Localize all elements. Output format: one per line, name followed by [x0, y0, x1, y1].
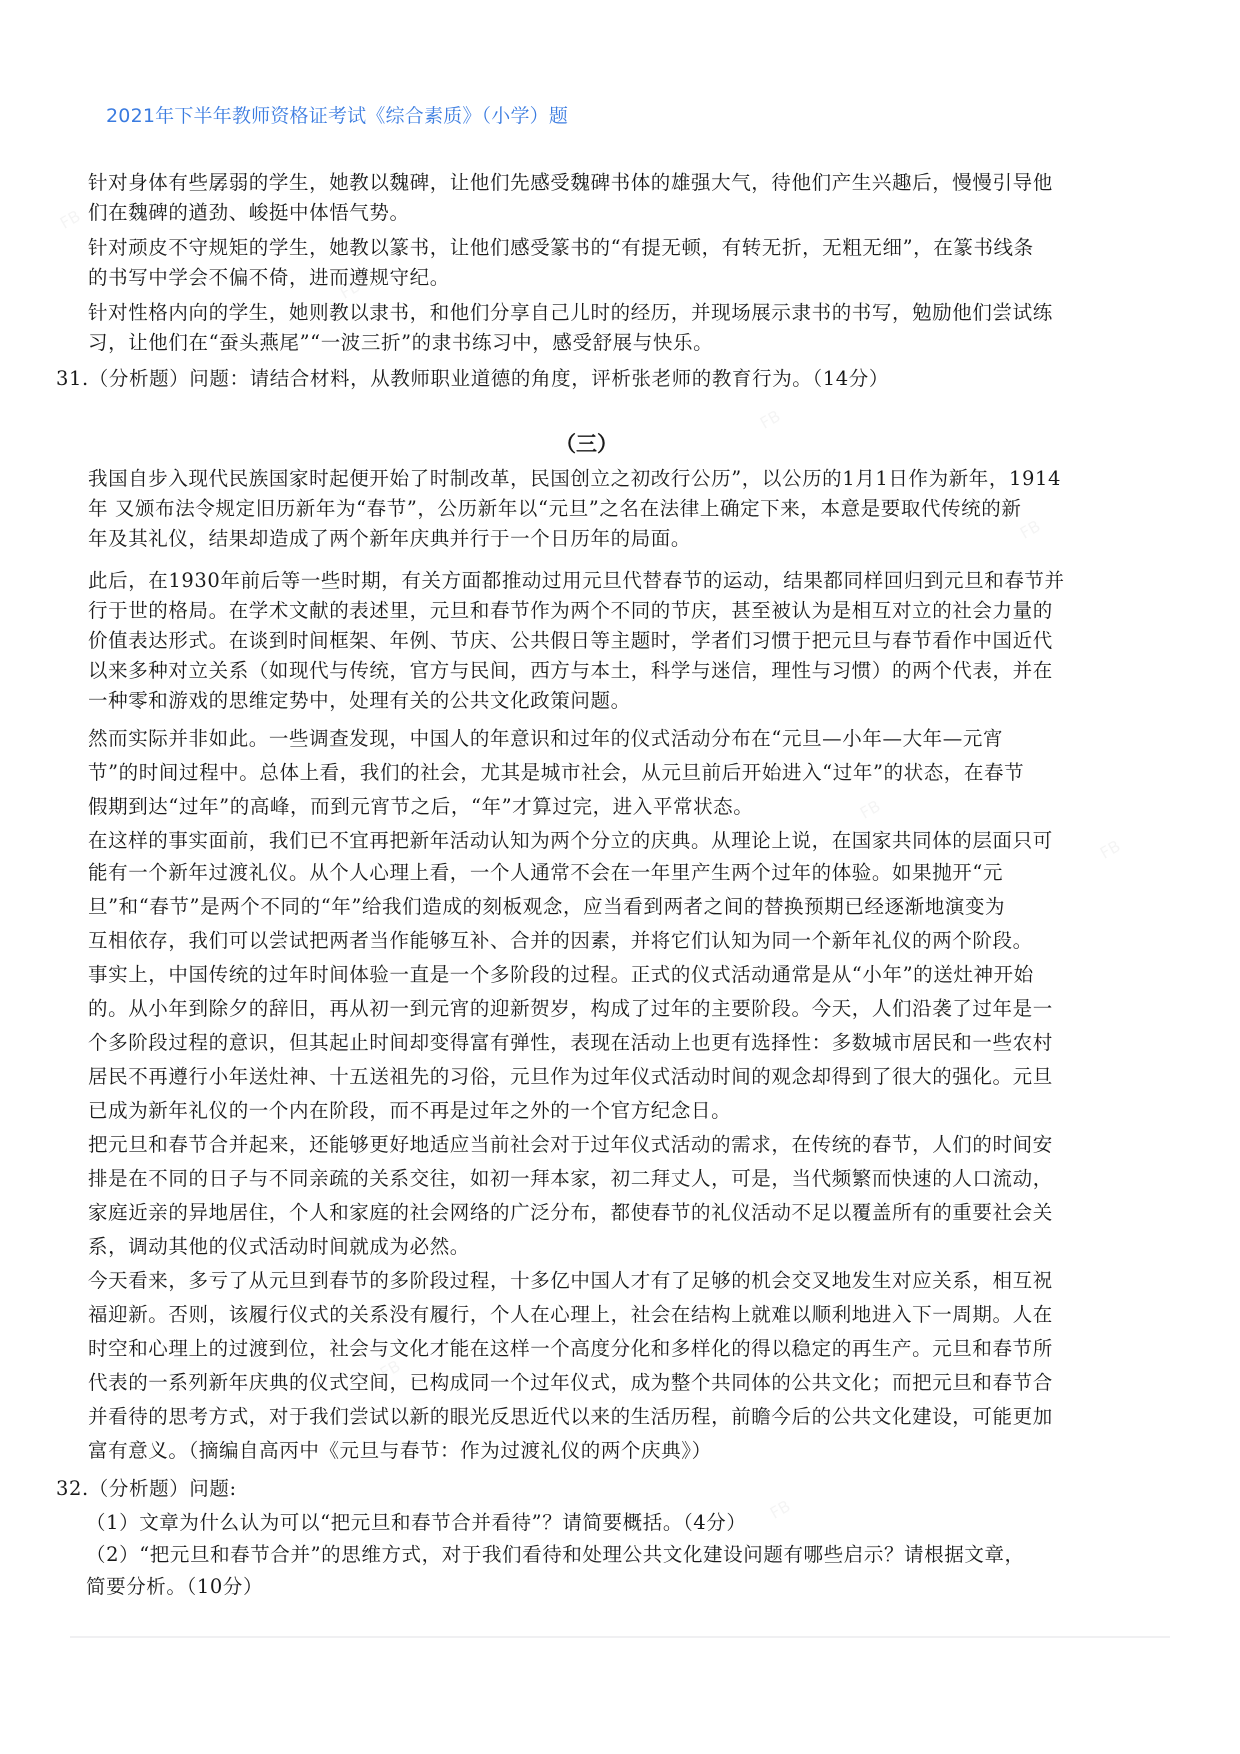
- paragraph-line: 排是在不同的日子与不同亲疏的关系交往，如初一拜本家，初二拜丈人，可是，当代频繁而快速的人口流动，: [88, 1167, 1053, 1190]
- paragraph-line: 价值表达形式。在谈到时间框架、年例、节庆、公共假日等主题时，学者们习惯于把元旦与春节看作中国近代: [88, 629, 1053, 652]
- paragraph-line: 系，调动其他的仪式活动时间就成为必然。: [88, 1235, 470, 1258]
- paragraph-line: 已成为新年礼仪的一个内在阶段，而不再是过年之外的一个官方纪念日。: [88, 1099, 732, 1122]
- paragraph-line: 假期到达“过年”的高峰，而到元宵节之后，“年”才算过完，进入平常状态。: [88, 795, 754, 818]
- paragraph-line: 今天看来，多亏了从元旦到春节的多阶段过程，十多亿中国人才有了足够的机会交叉地发生对应关系，相互祝: [88, 1269, 1053, 1292]
- paragraph-line: 在这样的事实面前，我们已不宜再把新年活动认知为两个分立的庆典。从理论上说，在国家共同体的层面只可: [88, 829, 1053, 852]
- paragraph-line: 能有一个新年过渡礼仪。从个人心理上看，一个人通常不会在一年里产生两个过年的体验。如果抛开“元: [88, 861, 1004, 884]
- paragraph-line: 以来多种对立关系（如现代与传统，官方与民间，西方与本土，科学与迷信，理性与习惯）的两个代表，并在: [88, 659, 1053, 682]
- document-header-title: 2021年下半年教师资格证考试《综合素质》（小学）题: [106, 105, 569, 127]
- question-32-part-2-cont: 简要分析。（10分）: [86, 1575, 264, 1598]
- paragraph-line: 居民不再遵行小年送灶神、十五送祖先的习俗，元旦作为过年仪式活动时间的观念却得到了很大的强化。元旦: [88, 1065, 1053, 1088]
- paragraph-line: 节”的时间过程中。总体上看，我们的社会，尤其是城市社会，从元旦前后开始进入“过年”的状态，在春节: [88, 761, 1025, 784]
- paragraph-line: 然而实际并非如此。一些调查发现，中国人的年意识和过年的仪式活动分布在“元旦—小年—大年—元宵: [88, 727, 1004, 750]
- paragraph-line: 代表的一系列新年庆典的仪式空间，已构成同一个过年仪式，成为整个共同体的公共文化；而把元旦和春节合: [88, 1371, 1053, 1394]
- paragraph-line: 针对顽皮不守规矩的学生，她教以篆书，让他们感受篆书的“有提无顿，有转无折，无粗无细”，在篆书线条: [88, 236, 1034, 259]
- paragraph-line: 行于世的格局。在学术文献的表述里，元旦和春节作为两个不同的节庆，甚至被认为是相互对立的社会力量的: [88, 599, 1053, 622]
- paragraph-line: 此后，在1930年前后等一些时期，有关方面都推动过用元旦代替春节的运动，结果都同样回归到元旦和春节并: [88, 569, 1065, 592]
- watermark-icon: [1097, 836, 1124, 863]
- paragraph-line: 的书写中学会不偏不倚，进而遵规守纪。: [88, 266, 450, 289]
- question-32-stem: 32.（分析题）问题:: [56, 1477, 237, 1500]
- question-31: 31.（分析题）问题：请结合材料，从教师职业道德的角度，评析张老师的教育行为。（14分）: [56, 367, 889, 390]
- paragraph-line: 们在魏碑的遒劲、峻挺中体悟气势。: [88, 201, 410, 224]
- watermark-icon: [757, 406, 784, 433]
- paragraph-line: 年及其礼仪，结果却造成了两个新年庆典并行于一个日历年的局面。: [88, 527, 692, 550]
- paragraph-line: 针对身体有些孱弱的学生，她教以魏碑，让他们先感受魏碑书体的雄强大气，待他们产生兴趣后，慢慢引导他: [88, 171, 1053, 194]
- paragraph-line: 互相依存，我们可以尝试把两者当作能够互补、合并的因素，并将它们认知为同一个新年礼仪的两个阶段。: [88, 929, 1033, 952]
- section-three-heading: （三）: [555, 431, 618, 456]
- watermark-icon: [57, 206, 84, 233]
- footer-divider: [70, 1636, 1170, 1638]
- paragraph-line: 旦”和“春节”是两个不同的“年”给我们造成的刻板观念，应当看到两者之间的替换预期已经逐渐地演变为: [88, 895, 1006, 918]
- paragraph-line: 福迎新。否则，该履行仪式的关系没有履行，个人在心理上，社会在结构上就难以顺利地进入下一周期。人在: [88, 1303, 1053, 1326]
- watermark-icon: [767, 1496, 794, 1523]
- paragraph-line: 富有意义。（摘编自高丙中《元旦与春节：作为过渡礼仪的两个庆典》）: [88, 1439, 712, 1462]
- paragraph-line: 事实上，中国传统的过年时间体验一直是一个多阶段的过程。正式的仪式活动通常是从“小年”的送灶神开始: [88, 963, 1034, 986]
- paragraph-line: 的。从小年到除夕的辞旧，再从初一到元宵的迎新贺岁，构成了过年的主要阶段。今天，人们沿袭了过年是一: [88, 997, 1053, 1020]
- paragraph-line: 个多阶段过程的意识，但其起止时间却变得富有弹性，表现在活动上也更有选择性：多数城市居民和一些农村: [88, 1031, 1053, 1054]
- paragraph-line: 我国自步入现代民族国家时起便开始了时制改革，民国创立之初改行公历”，以公历的1月1日作为新年，1914: [88, 467, 1062, 490]
- paragraph-line: 时空和心理上的过渡到位，社会与文化才能在这样一个高度分化和多样化的得以稳定的再生产。元旦和春节所: [88, 1337, 1053, 1360]
- paragraph-line: 习，让他们在“蚕头燕尾”“一波三折”的隶书练习中，感受舒展与快乐。: [88, 331, 714, 354]
- paragraph-line: 并看待的思考方式，对于我们尝试以新的眼光反思近代以来的生活历程，前瞻今后的公共文化建设，可能更加: [88, 1405, 1053, 1428]
- paragraph-line: 年 又颁布法令规定旧历新年为“春节”，公历新年以“元旦”之名在法律上确定下来，本意是要取代传统的新: [88, 497, 1022, 520]
- paragraph-line: 家庭近亲的异地居住，个人和家庭的社会网络的广泛分布，都使春节的礼仪活动不足以覆盖所有的重要社会关: [88, 1201, 1053, 1224]
- question-32-part-2: （2）“把元旦和春节合并”的思维方式，对于我们看待和处理公共文化建设问题有哪些启示？请根据文章，: [86, 1543, 1025, 1566]
- paragraph-line: 针对性格内向的学生，她则教以隶书，和他们分享自己儿时的经历，并现场展示隶书的书写，勉励他们尝试练: [88, 301, 1053, 324]
- watermark-icon: [857, 796, 884, 823]
- question-32-part-1: （1）文章为什么认为可以“把元旦和春节合并看待”？请简要概括。（4分）: [86, 1511, 747, 1534]
- paragraph-line: 把元旦和春节合并起来，还能够更好地适应当前社会对于过年仪式活动的需求，在传统的春节，人们的时间安: [88, 1133, 1053, 1156]
- paragraph-line: 一种零和游戏的思维定势中，处理有关的公共文化政策问题。: [88, 689, 631, 712]
